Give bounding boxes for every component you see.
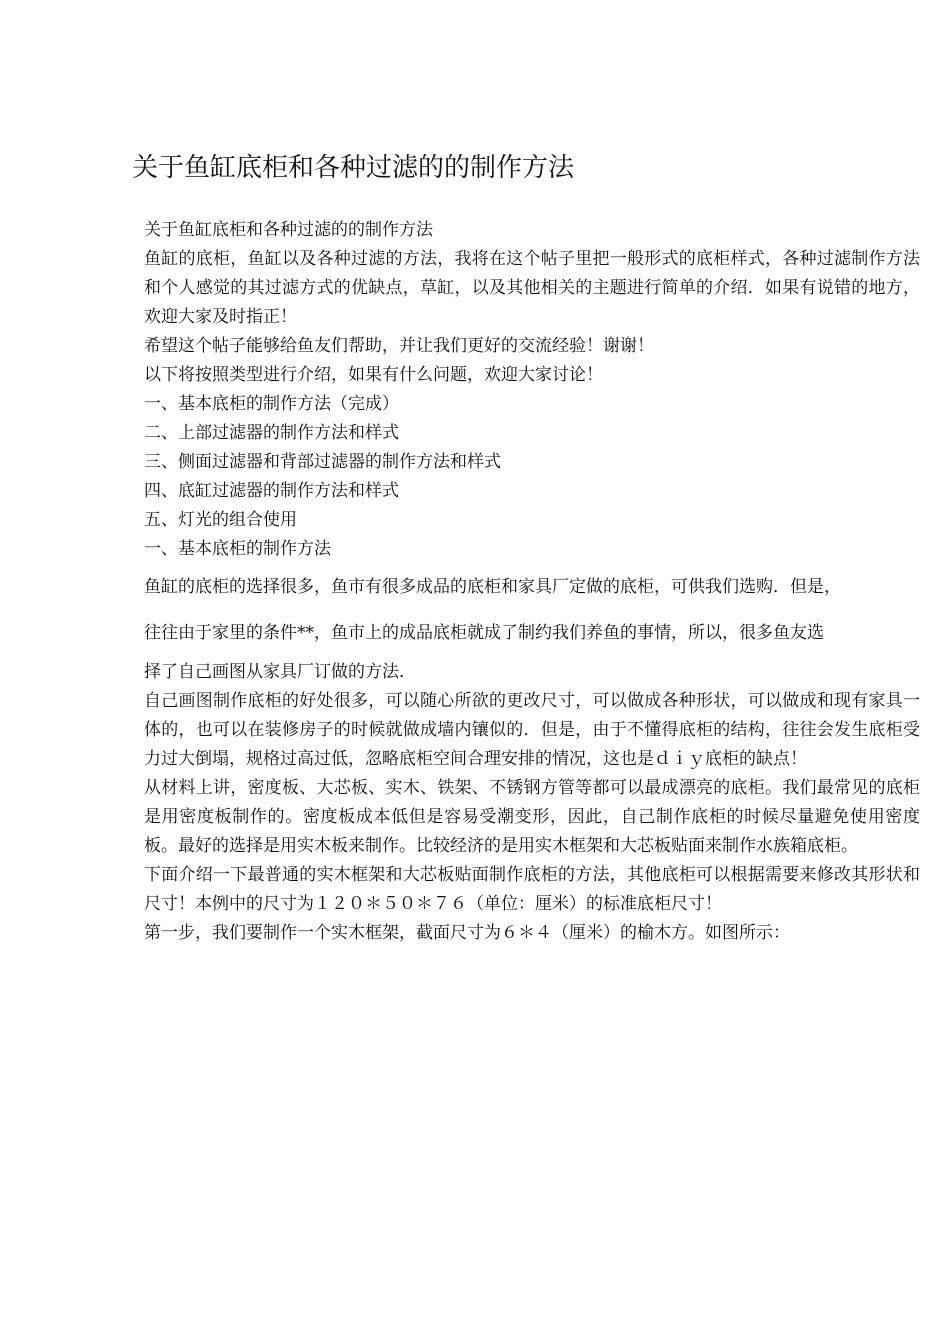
paragraph-subtitle: 关于鱼缸底柜和各种过滤的的制作方法 bbox=[144, 220, 433, 240]
outline-item-4: 四、底缸过滤器的制作方法和样式 bbox=[144, 481, 399, 501]
paragraph-intro: 鱼缸的底柜，鱼缸以及各种过滤的方法，我将在这个帖子里把一般形式的底柜样式，各种过滤制作方法和个人感觉的其过滤方式的优缺点，草缸，以及其他相关的主题进行简单的介绍．如果有说错的地方，欢迎大家及时指正！ bbox=[144, 249, 920, 327]
paragraph-outline-intro: 以下将按照类型进行介绍，如果有什么问题，欢迎大家讨论！ bbox=[144, 365, 603, 385]
outline-item-5: 五、灯光的组合使用 bbox=[144, 510, 297, 530]
paragraph-choice-line-1: 鱼缸的底柜的选择很多，鱼市有很多成品的底柜和家具厂定做的底柜，可供我们选购．但是， bbox=[144, 577, 841, 597]
paragraph-step-1: 第一步，我们要制作一个实木框架，截面尺寸为６＊４（厘米）的榆木方。如图所示： bbox=[144, 923, 790, 943]
outline-item-2: 二、上部过滤器的制作方法和样式 bbox=[144, 423, 399, 443]
paragraph-diy: 自己画图制作底柜的好处很多，可以随心所欲的更改尺寸，可以做成各种形状，可以做成和现有家具一体的，也可以在装修房子的时候就做成墙内镶似的．但是，由于不懂得底柜的结构，往往会发生底柜受力过大倒塌，规格过高过低，忽略底柜空间合理安排的情况，这也是ｄｉｙ底柜的缺点！ bbox=[144, 691, 920, 769]
paragraph-materials: 从材料上讲，密度板、大芯板、实木、铁架、不锈钢方管等都可以最成漂亮的底柜。我们最常见的底柜是用密度板制作的。密度板成本低但是容易受潮变形，因此，自己制作底柜的时候尽量避免使用密度板。最好的选择是用实木板来制作。比较经济的是用实木框架和大芯板贴面来制作水族箱底柜。 bbox=[144, 778, 920, 856]
section-heading: 一、基本底柜的制作方法 bbox=[144, 539, 331, 559]
document-body bbox=[144, 216, 920, 948]
paragraph-method: 下面介绍一下最普通的实木框架和大芯板贴面制作底柜的方法，其他底柜可以根据需要来修改其形状和尺寸！本例中的尺寸为１２０＊５０＊７６（单位：厘米）的标准底柜尺寸！ bbox=[144, 865, 920, 914]
paragraph-choice-line-2: 往往由于家里的条件**，鱼市上的成品底柜就成了制约我们养鱼的事情，所以，很多鱼友选 bbox=[144, 623, 824, 643]
document-title: 关于鱼缸底柜和各种过滤的的制作方法 bbox=[132, 153, 575, 183]
paragraph-choice-line-3: 择了自己画图从家具厂订做的方法． bbox=[144, 662, 416, 682]
outline-item-3: 三、侧面过滤器和背部过滤器的制作方法和样式 bbox=[144, 452, 501, 472]
paragraph-hope: 希望这个帖子能够给鱼友们帮助，并让我们更好的交流经验！谢谢！ bbox=[144, 336, 654, 356]
outline-item-1: 一、基本底柜的制作方法（完成） bbox=[144, 394, 399, 414]
